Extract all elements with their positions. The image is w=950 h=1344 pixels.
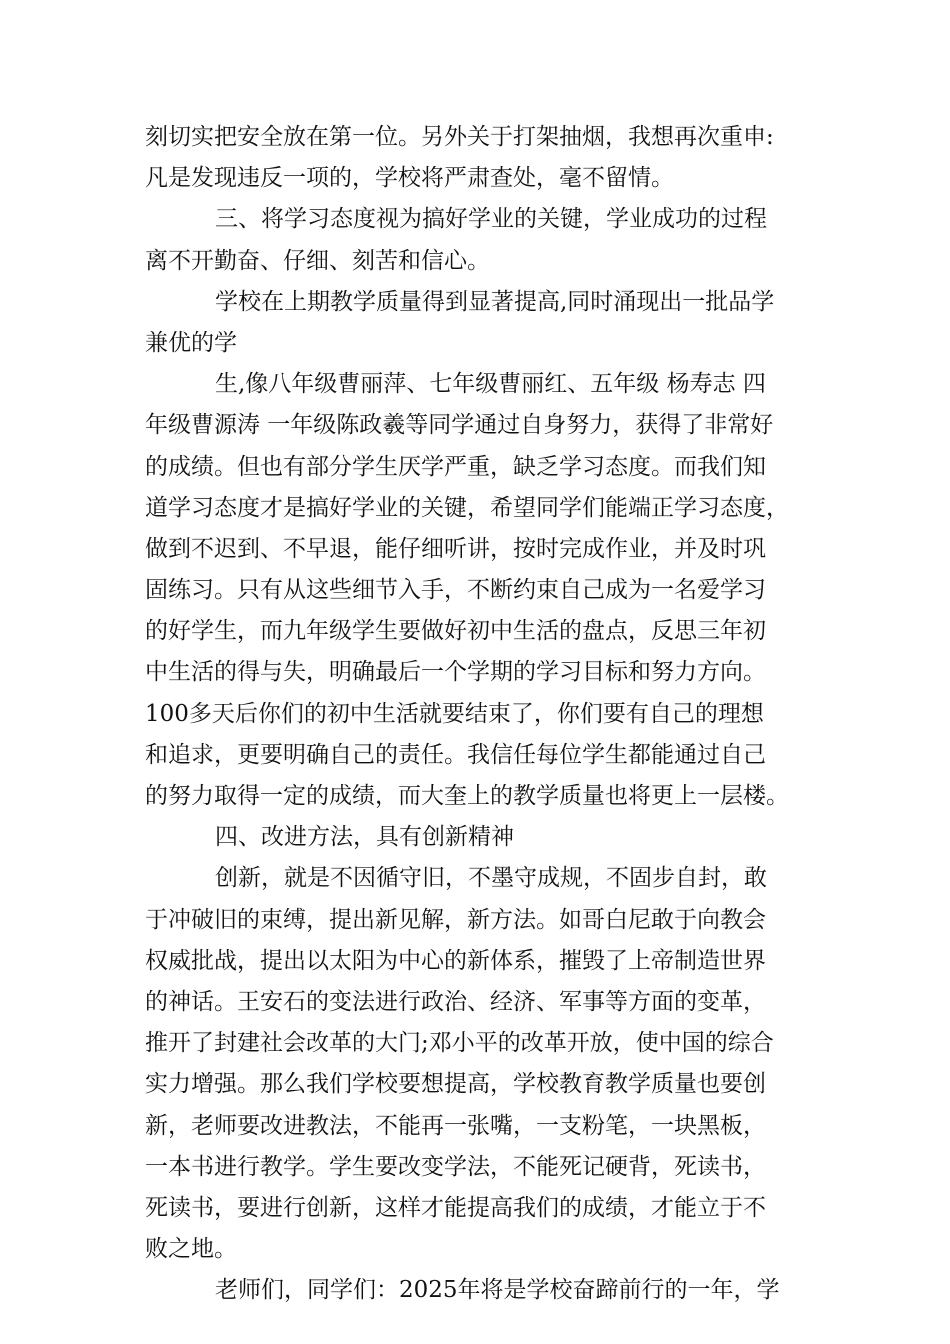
text-line: 固练习。只有从这些细节入手，不断约束自己成为一名爱学习 [145, 577, 766, 604]
text-line: 生,像八年级曹丽萍、七年级曹丽红、五年级 杨寿志 四 [215, 371, 766, 398]
text-line: 权威批战，提出以太阳为中心的新体系，摧毁了上帝制造世界 [145, 947, 766, 974]
text-line: 一本书进行教学。学生要改变学法，不能死记硬背，死读书， [145, 1153, 766, 1180]
text-line: 的努力取得一定的成绩，而大奎上的教学质量也将更上一层楼。 [145, 783, 789, 809]
text-line: 败之地。 [145, 1236, 237, 1263]
text-line: 离不开勤奋、仔细、刻苦和信心。 [145, 247, 490, 274]
text-line: 三、将学习态度视为搞好学业的关键，学业成功的过程 [215, 206, 767, 233]
text-line: 凡是发现违反一项的，学校将严肃查处，毫不留情。 [145, 165, 674, 192]
body-text [145, 117, 810, 1311]
text-line: 实力增强。那么我们学校要想提高，学校教育教学质量也要创 [145, 1071, 766, 1098]
text-line: 兼优的学 [145, 329, 237, 356]
text-line: 做到不迟到、不早退，能仔细听讲，按时完成作业，并及时巩 [145, 535, 766, 562]
text-line: 的成绩。但也有部分学生厌学严重，缺乏学习态度。而我们知 [145, 453, 766, 480]
text-line: 新，老师要改进教法，不能再一张嘴，一支粉笔，一块黑板， [145, 1112, 766, 1139]
text-line: 和追求，更要明确自己的责任。我信任每位学生都能通过自己 [145, 741, 766, 768]
text-line: 老师们，同学们：2025年将是学校奋蹄前行的一年，学 [215, 1277, 780, 1304]
text-line: 的好学生，而九年级学生要做好初中生活的盘点，反思三年初 [145, 618, 766, 645]
text-line: 刻切实把安全放在第一位。另外关于打架抽烟，我想再次重申: [145, 124, 774, 150]
text-line: 四、改进方法，具有创新精神 [215, 824, 514, 851]
text-line: 学校在上期教学质量得到显著提高,同时涌现出一批品学 [215, 288, 775, 315]
text-line: 推开了封建社会改革的大门;邓小平的改革开放，使中国的综合 [145, 1030, 774, 1057]
text-line: 于冲破旧的束缚，提出新见解，新方法。如哥白尼敢于向教会 [145, 906, 766, 933]
text-line: 年级曹源涛 一年级陈政羲等同学通过自身努力，获得了非常好 [145, 412, 774, 439]
text-line: 道学习态度才是搞好学业的关键，希望同学们能端正学习态度， [145, 494, 789, 521]
text-line: 100多天后你们的初中生活就要结束了，你们要有自己的理想 [145, 700, 764, 727]
text-line: 死读书，要进行创新，这样才能提高我们的成绩，才能立于不 [145, 1194, 766, 1221]
text-line: 的神话。王安石的变法进行政治、经济、军事等方面的变革， [145, 988, 766, 1015]
text-line: 中生活的得与失，明确最后一个学期的学习目标和努力方向。 [145, 659, 766, 686]
text-line: 创新，就是不因循守旧，不墨守成规，不固步自封，敢 [215, 865, 767, 892]
